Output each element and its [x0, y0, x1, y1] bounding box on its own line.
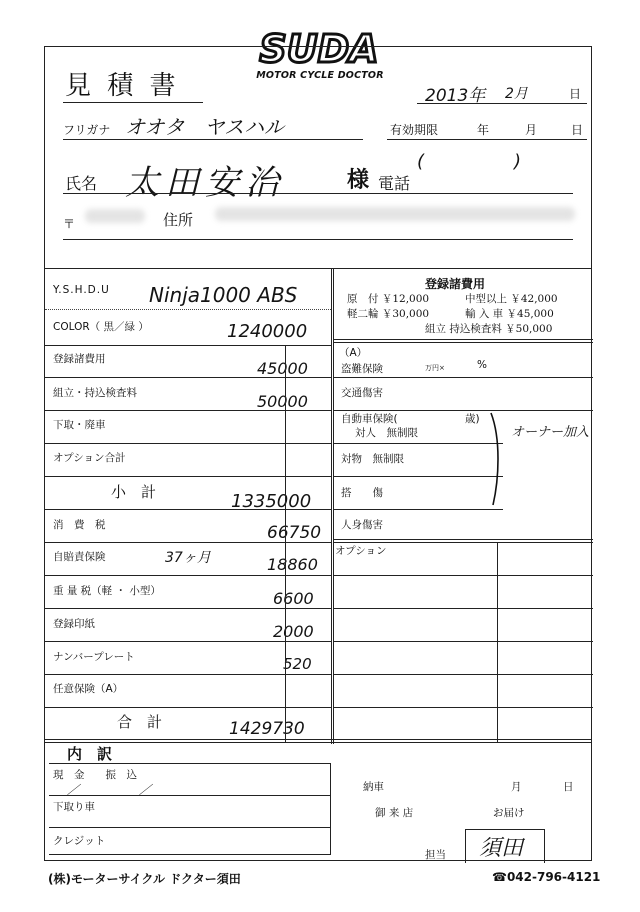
fees-line1b: 中型以上 ￥42,000 [465, 293, 558, 305]
theft-unit: 万円× [425, 364, 445, 372]
subtotal-value: 1335000 [231, 491, 312, 512]
page-title: 見 積 書 [65, 71, 180, 101]
stamp-label: 登録印紙 [53, 618, 95, 630]
sama: 様 [347, 167, 370, 193]
name-value: 太田安治 [125, 163, 285, 203]
total-value: 1429730 [229, 719, 305, 739]
estimate-form [44, 46, 592, 861]
yshdu-label: Y.S.H.D.U [53, 284, 110, 296]
model-value: Ninja1000 ABS [149, 283, 298, 307]
option-label: オプション [335, 545, 387, 557]
phone-label: 電話 [378, 174, 411, 193]
staff-sign: 須田 [479, 836, 524, 861]
payment-slash: ／ ／ [67, 783, 152, 797]
voluntary-label: 任意保険（A） [53, 683, 124, 695]
bracket-mark [485, 409, 509, 509]
furigana-value: オオタ ヤスハル [125, 115, 284, 139]
theft-pct: % [477, 359, 487, 371]
fees-line3: 組立 持込検査料 ￥50,000 [425, 323, 553, 335]
insurance-value: 18860 [267, 555, 318, 574]
fees-line2b: 輸 入 車 ￥45,000 [465, 308, 554, 320]
passenger-label: 搭 傷 [341, 487, 383, 499]
breakdown-title: 内 訳 [67, 745, 113, 763]
fees-line1a: 原 付 ￥12,000 [347, 293, 430, 305]
tax-value: 66750 [267, 523, 322, 543]
theft-label: 盗難保険 [341, 363, 383, 375]
property-label: 対物 無制限 [341, 453, 404, 465]
price-value: 1240000 [227, 321, 308, 342]
tradein-car-label: 下取り車 [53, 801, 95, 813]
footer-phone: ☎042-796-4121 [492, 870, 601, 884]
delivery-label: 納車 [363, 781, 384, 793]
auto-note: オーナー加入 [511, 425, 590, 440]
plate-label: ナンバープレート [53, 651, 135, 663]
address-redacted [215, 207, 575, 221]
fees-line2a: 軽二輪 ￥30,000 [347, 308, 430, 320]
deliver-label: お届け [493, 807, 525, 819]
name-label: 氏名 [65, 174, 98, 193]
date-year: 2013年 [425, 86, 486, 106]
logo-text: SUDA [259, 27, 379, 71]
assembly-label: 組立・持込検査料 [53, 387, 137, 399]
options-label: オプション合計 [53, 452, 126, 464]
auto-person: 対人 無制限 [355, 427, 418, 439]
logo-subtitle: MOTOR CYCLE DOCTOR [256, 70, 384, 81]
accident-label: 交通傷害 [341, 387, 383, 399]
weight-tax-value: 6600 [273, 589, 314, 608]
auto-age: 歳) [465, 413, 480, 425]
address-label: 住所 [163, 211, 194, 229]
tradein-label: 下取・廃車 [53, 419, 106, 431]
date-month: 2月 [505, 86, 528, 102]
auto-label: 自動車保険( [341, 413, 398, 425]
staff-label: 担当 [425, 849, 446, 861]
visit-label: 御 来 店 [375, 807, 414, 819]
furigana-label: フリガナ [63, 123, 111, 137]
credit-label: クレジット [53, 835, 106, 847]
delivery-month: 月 [511, 781, 522, 793]
assembly-value: 50000 [257, 392, 308, 411]
validity-label: 有効期限 [390, 123, 439, 137]
phone-paren: ( ) [417, 151, 522, 172]
validity-day: 日 [571, 123, 584, 137]
a-label: （A） [339, 347, 368, 359]
registration-label: 登録諸費用 [53, 353, 106, 365]
fees-title: 登録諸費用 [425, 277, 486, 291]
registration-value: 45000 [257, 359, 308, 378]
color-label: COLOR（ 黒／緑 ） [53, 321, 149, 333]
weight-tax-label: 重 量 税（軽 ・ 小型） [53, 585, 161, 597]
tax-label: 消 費 税 [53, 519, 106, 531]
footer-company: (株)モーターサイクル ドクター須田 [48, 872, 241, 886]
total-label: 合 計 [117, 713, 163, 731]
insurance-label: 自賠責保険 [53, 551, 106, 563]
date-day: 日 [569, 87, 582, 101]
injury-label: 人身傷害 [341, 519, 383, 531]
postal-redacted [85, 209, 145, 223]
insurance-months: 37ヶ月 [165, 550, 211, 566]
stamp-value: 2000 [273, 622, 314, 641]
plate-value: 520 [283, 655, 312, 673]
validity-year: 年 [477, 123, 490, 137]
delivery-day: 日 [563, 781, 574, 793]
postal-label: 〒 [63, 217, 76, 231]
cash-label: 現 金 振 込 [53, 769, 137, 781]
validity-month: 月 [525, 123, 538, 137]
subtotal-label: 小 計 [111, 483, 157, 501]
